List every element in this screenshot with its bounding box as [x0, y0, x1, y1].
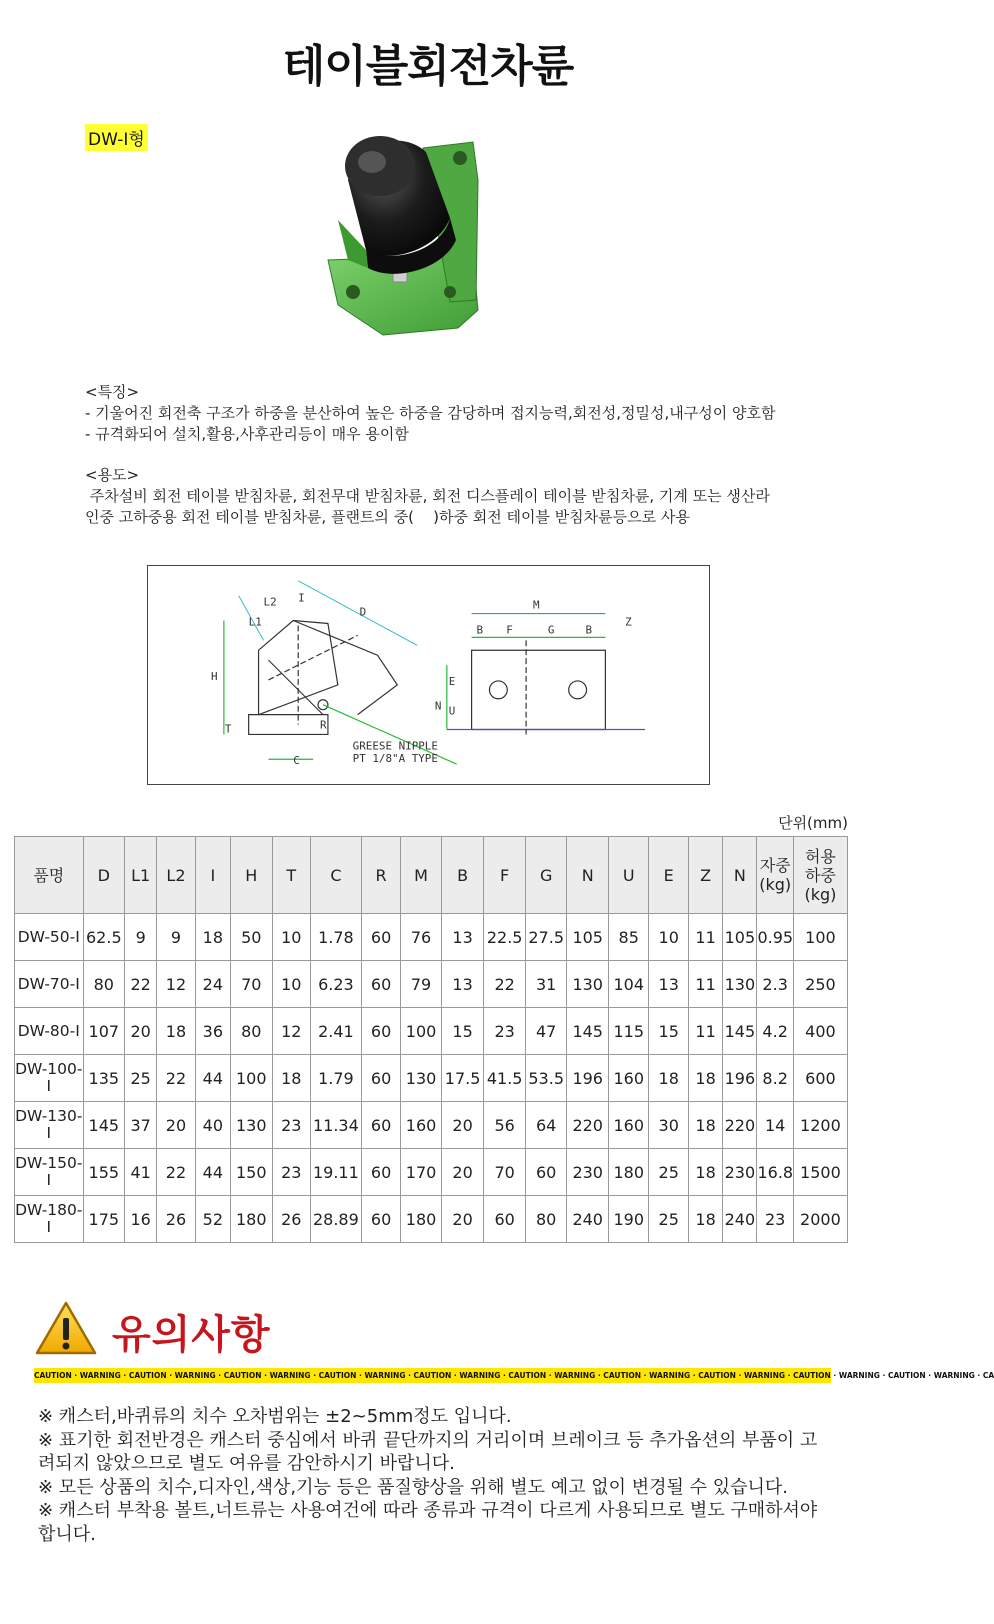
table-cell: 40: [195, 1102, 230, 1149]
col-header: Z: [688, 837, 722, 914]
table-cell: 30: [649, 1102, 688, 1149]
col-header: E: [649, 837, 688, 914]
table-cell: 44: [195, 1149, 230, 1196]
table-cell: 240: [567, 1196, 609, 1243]
table-cell: 15: [441, 1008, 484, 1055]
col-header: C: [310, 837, 361, 914]
product-name-cell: DW-130-I: [15, 1102, 84, 1149]
col-header: T: [272, 837, 310, 914]
table-cell: 22.5: [484, 914, 526, 961]
caution-title: 유의사항: [112, 1312, 271, 1358]
table-cell: 76: [401, 914, 442, 961]
svg-text:C: C: [293, 754, 300, 768]
table-cell: 22: [484, 961, 526, 1008]
table-cell: 16: [125, 1196, 157, 1243]
table-cell: 80: [525, 1196, 567, 1243]
note-line: ※ 캐스터 부착용 볼트,너트류는 사용여건에 따라 종류과 규격이 다르게 사용되므로 별도 구매하셔야 합니다.: [38, 1500, 818, 1545]
svg-text:T: T: [224, 722, 232, 736]
table-cell: 160: [608, 1102, 649, 1149]
table-cell: 23: [484, 1008, 526, 1055]
table-cell: 196: [567, 1055, 609, 1102]
table-cell: 37: [125, 1102, 157, 1149]
table-cell: 56: [484, 1102, 526, 1149]
table-cell: 1.78: [310, 914, 361, 961]
table-cell: 2.41: [310, 1008, 361, 1055]
features-section: [85, 382, 775, 445]
table-cell: 145: [567, 1008, 609, 1055]
table-cell: 240: [723, 1196, 757, 1243]
svg-text:U: U: [448, 704, 456, 718]
table-cell: 60: [361, 1196, 400, 1243]
table-cell: 18: [688, 1196, 722, 1243]
svg-text:R: R: [319, 718, 327, 732]
table-row: [15, 1102, 848, 1149]
col-header: 품명: [15, 837, 84, 914]
table-cell: 220: [567, 1102, 609, 1149]
table-cell: 1500: [793, 1149, 847, 1196]
table-cell: 230: [567, 1149, 609, 1196]
table-cell: 10: [272, 914, 310, 961]
table-row: [15, 1149, 848, 1196]
product-name-cell: DW-180-I: [15, 1196, 84, 1243]
table-cell: 130: [231, 1102, 273, 1149]
svg-text:Z: Z: [625, 615, 632, 629]
table-cell: 105: [723, 914, 757, 961]
table-cell: 52: [195, 1196, 230, 1243]
table-cell: 104: [608, 961, 649, 1008]
svg-text:H: H: [210, 669, 218, 683]
svg-text:G: G: [547, 623, 555, 637]
feature-line: - 규격화되어 설치,활용,사후관리등이 매우 용이함: [85, 425, 409, 443]
table-cell: 41.5: [484, 1055, 526, 1102]
table-cell: 107: [83, 1008, 125, 1055]
table-cell: 50: [231, 914, 273, 961]
table-cell: 175: [83, 1196, 125, 1243]
col-header: M: [401, 837, 442, 914]
table-cell: 160: [608, 1055, 649, 1102]
product-name-cell: DW-50-I: [15, 914, 84, 961]
table-cell: 9: [157, 914, 195, 961]
caution-notes: [38, 1405, 828, 1546]
table-cell: 12: [157, 961, 195, 1008]
svg-text:N: N: [434, 699, 442, 713]
table-cell: 160: [401, 1102, 442, 1149]
model-tag: DW-I형: [85, 124, 148, 151]
table-cell: 23: [757, 1196, 793, 1243]
table-cell: 18: [688, 1149, 722, 1196]
table-cell: 145: [83, 1102, 125, 1149]
table-cell: 18: [157, 1008, 195, 1055]
col-header: H: [231, 837, 273, 914]
table-cell: 85: [608, 914, 649, 961]
table-cell: 31: [525, 961, 567, 1008]
table-cell: 44: [195, 1055, 230, 1102]
table-cell: 60: [361, 1149, 400, 1196]
table-cell: 18: [688, 1055, 722, 1102]
table-cell: 4.2: [757, 1008, 793, 1055]
table-cell: 18: [649, 1055, 688, 1102]
table-cell: 8.2: [757, 1055, 793, 1102]
table-cell: 60: [525, 1149, 567, 1196]
col-header: 허용 하중 (kg): [793, 837, 847, 914]
table-cell: 18: [688, 1102, 722, 1149]
table-cell: 15: [649, 1008, 688, 1055]
col-header: R: [361, 837, 400, 914]
product-name-cell: DW-100-I: [15, 1055, 84, 1102]
col-header: I: [195, 837, 230, 914]
table-cell: 20: [441, 1102, 484, 1149]
table-cell: 180: [608, 1149, 649, 1196]
table-cell: 18: [272, 1055, 310, 1102]
table-cell: 130: [567, 961, 609, 1008]
col-header: N: [567, 837, 609, 914]
usage-line: 주차설비 회전 테이블 받침차륜, 회전무대 받침차륜, 회전 디스플레이 테이블 받침차륜, 기계 또는 생산라: [85, 487, 770, 505]
table-cell: 25: [649, 1196, 688, 1243]
svg-text:M: M: [533, 598, 540, 612]
col-header: B: [441, 837, 484, 914]
table-cell: 130: [401, 1055, 442, 1102]
table-cell: 26: [272, 1196, 310, 1243]
table-cell: 2000: [793, 1196, 847, 1243]
table-cell: 60: [361, 1055, 400, 1102]
table-cell: 25: [649, 1149, 688, 1196]
product-name-cell: DW-150-I: [15, 1149, 84, 1196]
note-line: ※ 표기한 회전반경은 캐스터 중심에서 바퀴 끝단까지의 거리이며 브레이크 등 추가옵션의 부품이 고려되지 않았으므로 별도 여유를 감안하시기 바랍니다.: [38, 1429, 818, 1474]
table-cell: 64: [525, 1102, 567, 1149]
svg-text:F: F: [506, 623, 513, 637]
feature-line: - 기울어진 회전축 구조가 하중을 분산하여 높은 하중을 감당하며 접지능력,회전성,정밀성,내구성이 양호함: [85, 404, 776, 422]
product-name-cell: DW-70-I: [15, 961, 84, 1008]
table-cell: 23: [272, 1102, 310, 1149]
caution-tape: CAUTION · WARNING · CAUTION · WARNING · CAUTION · WARNING · CAUTION · WARNING · CAUTION · WARNING · CAUTION · WARNING · CAUTION · WARNING · CAUTION · WARNING · CAUTION · WARNING · CAUTION · WARNING · CA: [34, 1368, 831, 1383]
table-cell: 13: [441, 961, 484, 1008]
table-cell: 145: [723, 1008, 757, 1055]
table-cell: 17.5: [441, 1055, 484, 1102]
table-cell: 155: [83, 1149, 125, 1196]
col-header: L1: [125, 837, 157, 914]
table-cell: 100: [793, 914, 847, 961]
table-cell: 25: [125, 1055, 157, 1102]
product-name-cell: DW-80-I: [15, 1008, 84, 1055]
svg-text:L2: L2: [263, 595, 277, 609]
table-cell: 70: [231, 961, 273, 1008]
table-cell: 135: [83, 1055, 125, 1102]
table-cell: 100: [401, 1008, 442, 1055]
table-cell: 180: [401, 1196, 442, 1243]
svg-text:I: I: [298, 591, 305, 605]
table-row: [15, 1055, 848, 1102]
drawing-note: PT 1/8"A TYPE: [352, 752, 438, 766]
table-cell: 60: [484, 1196, 526, 1243]
table-cell: 70: [484, 1149, 526, 1196]
page-title: 테이블회전차륜: [282, 41, 574, 92]
table-cell: 23: [272, 1149, 310, 1196]
table-cell: 20: [157, 1102, 195, 1149]
note-line: ※ 캐스터,바퀴류의 치수 오차범위는 ±2~5mm정도 입니다.: [38, 1406, 512, 1427]
table-cell: 6.23: [310, 961, 361, 1008]
technical-drawing: [147, 565, 710, 785]
table-cell: 600: [793, 1055, 847, 1102]
table-cell: 41: [125, 1149, 157, 1196]
table-cell: 22: [157, 1149, 195, 1196]
table-cell: 196: [723, 1055, 757, 1102]
spec-table: [14, 836, 848, 1243]
warning-icon: [34, 1300, 98, 1358]
svg-text:B: B: [585, 623, 593, 637]
table-cell: 10: [272, 961, 310, 1008]
unit-label: 단위(mm): [778, 814, 848, 832]
table-header-row: [15, 837, 848, 914]
table-cell: 1200: [793, 1102, 847, 1149]
table-cell: 12: [272, 1008, 310, 1055]
svg-text:L1: L1: [248, 615, 262, 629]
table-cell: 20: [441, 1196, 484, 1243]
table-cell: 100: [231, 1055, 273, 1102]
table-cell: 9: [125, 914, 157, 961]
table-cell: 13: [649, 961, 688, 1008]
table-cell: 18: [195, 914, 230, 961]
table-cell: 79: [401, 961, 442, 1008]
table-cell: 20: [125, 1008, 157, 1055]
table-row: [15, 914, 848, 961]
table-cell: 36: [195, 1008, 230, 1055]
table-cell: 190: [608, 1196, 649, 1243]
table-cell: 400: [793, 1008, 847, 1055]
table-cell: 16.8: [757, 1149, 793, 1196]
table-cell: 180: [231, 1196, 273, 1243]
table-cell: 115: [608, 1008, 649, 1055]
table-cell: 1.79: [310, 1055, 361, 1102]
table-row: [15, 961, 848, 1008]
table-cell: 53.5: [525, 1055, 567, 1102]
svg-text:D: D: [359, 605, 367, 619]
table-cell: 60: [361, 1008, 400, 1055]
col-header: N: [723, 837, 757, 914]
svg-text:E: E: [448, 674, 456, 688]
table-cell: 28.89: [310, 1196, 361, 1243]
table-cell: 60: [361, 961, 400, 1008]
table-cell: 22: [125, 961, 157, 1008]
col-header: G: [525, 837, 567, 914]
table-row: [15, 1008, 848, 1055]
usage-section: [85, 465, 770, 528]
table-cell: 150: [231, 1149, 273, 1196]
col-header: D: [83, 837, 125, 914]
table-cell: 80: [83, 961, 125, 1008]
table-cell: 11: [688, 1008, 722, 1055]
table-cell: 11: [688, 961, 722, 1008]
table-cell: 2.3: [757, 961, 793, 1008]
note-line: ※ 모든 상품의 치수,디자인,색상,기능 등은 품질향상을 위해 별도 예고 없이 변경될 수 있습니다.: [38, 1476, 788, 1498]
table-cell: 170: [401, 1149, 442, 1196]
table-cell: 220: [723, 1102, 757, 1149]
col-header: U: [608, 837, 649, 914]
table-cell: 22: [157, 1055, 195, 1102]
col-header: 자중 (kg): [757, 837, 793, 914]
table-cell: 0.95: [757, 914, 793, 961]
product-photo: [188, 70, 648, 370]
col-header: F: [484, 837, 526, 914]
table-cell: 11: [688, 914, 722, 961]
usage-line: 인중 고하중용 회전 테이블 받침차륜, 플랜트의 중( )하중 회전 테이블 받침차륜등으로 사용: [85, 508, 690, 526]
usage-heading: <용도>: [85, 466, 140, 484]
table-cell: 47: [525, 1008, 567, 1055]
table-cell: 80: [231, 1008, 273, 1055]
table-cell: 14: [757, 1102, 793, 1149]
table-cell: 24: [195, 961, 230, 1008]
table-cell: 13: [441, 914, 484, 961]
table-cell: 20: [441, 1149, 484, 1196]
table-cell: 27.5: [525, 914, 567, 961]
table-cell: 60: [361, 1102, 400, 1149]
table-cell: 10: [649, 914, 688, 961]
table-cell: 230: [723, 1149, 757, 1196]
table-cell: 105: [567, 914, 609, 961]
table-cell: 130: [723, 961, 757, 1008]
table-cell: 250: [793, 961, 847, 1008]
drawing-note: GREESE NIPPLE: [352, 739, 438, 753]
table-cell: 26: [157, 1196, 195, 1243]
features-heading: <특징>: [85, 383, 140, 401]
col-header: L2: [157, 837, 195, 914]
svg-text:B: B: [476, 623, 484, 637]
table-cell: 62.5: [83, 914, 125, 961]
table-row: [15, 1196, 848, 1243]
table-cell: 60: [361, 914, 400, 961]
table-cell: 19.11: [310, 1149, 361, 1196]
table-cell: 11.34: [310, 1102, 361, 1149]
